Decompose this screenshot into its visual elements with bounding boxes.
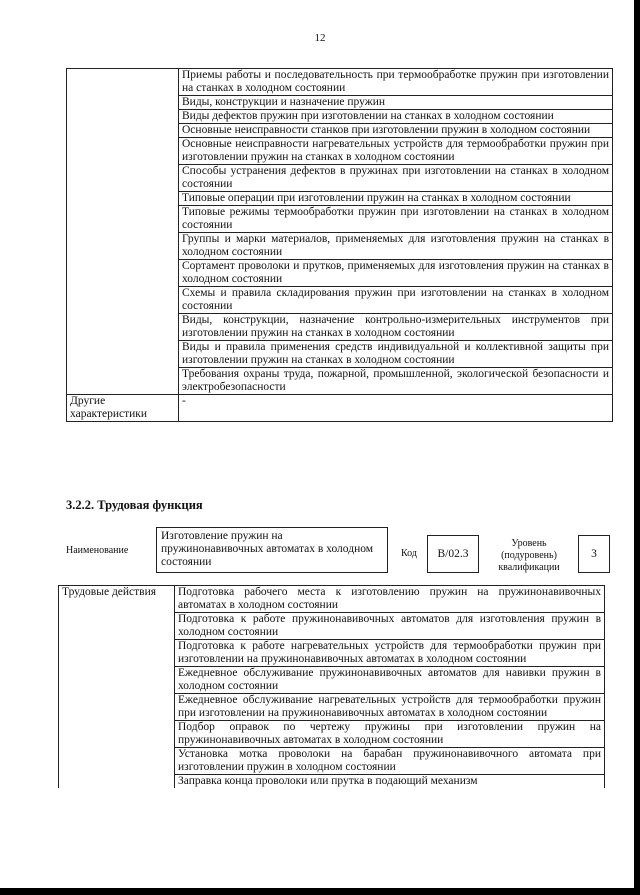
page-edge-bottom — [0, 888, 640, 895]
level-label: Уровень (подуровень) квалификации — [498, 538, 560, 573]
code-box: B/02.3 — [427, 535, 479, 573]
knowledge-item: Виды и правила применения средств индивидуальной и коллективной защиты при изготовлении пружин на станках в холодном состоянии — [179, 341, 613, 368]
knowledge-item: Виды дефектов пружин при изготовлении на станках в холодном состоянии — [179, 110, 613, 124]
knowledge-item: Схемы и правила складирования пружин при изготовлении на станках в холодном состоянии — [179, 287, 613, 314]
knowledge-item: Сортамент проволоки и прутков, применяемых для изготовления пружин на станках в холодном состоянии — [179, 260, 613, 287]
code-label: Код — [401, 548, 417, 559]
page-number: 12 — [314, 32, 326, 44]
labor-action-item: Подготовка рабочего места к изготовлению пружин на пружинонавивочных автоматах в холодном состоянии — [175, 586, 605, 613]
knowledge-label-cell — [67, 69, 179, 395]
table-row — [59, 586, 605, 613]
level-box: 3 — [578, 535, 610, 573]
labor-action-item: Подготовка к работе нагревательных устройств для термообработки пружин при изготовлении на пружинонавивочных автоматах в холодном состоянии — [175, 640, 605, 667]
labor-action-item: Подготовка к работе пружинонавивочных автоматов для изготовления пружин в холодном состоянии — [175, 613, 605, 640]
function-name-box: Изготовление пружин на пружинонавивочных автоматах в холодном состоянии — [156, 527, 388, 573]
knowledge-item: Основные неисправности нагревательных устройств для термообработки пружин при изготовлении пружин на станках в холодном состоянии — [179, 138, 613, 165]
name-label: Наименование — [66, 545, 129, 556]
labor-action-item: Подбор оправок по чертежу пружины при изготовлении пружин на пружинонавивочных автоматах в холодном состоянии — [175, 721, 605, 748]
knowledge-table — [66, 68, 613, 422]
knowledge-item: Группы и марки материалов, применяемых для изготовления пружин на станках в холодном состоянии — [179, 233, 613, 260]
table-row — [67, 69, 613, 96]
other-characteristics-value: - — [179, 395, 613, 422]
knowledge-item: Основные неисправности станков при изготовлении пружин в холодном состоянии — [179, 124, 613, 138]
labor-action-item: Заправка конца проволоки или прутка в подающий механизм — [175, 775, 605, 789]
table-row — [67, 395, 613, 422]
knowledge-item: Виды, конструкции, назначение контрольно-измерительных инструментов при изготовлении пружин на станках в холодном состоянии — [179, 314, 613, 341]
knowledge-item: Типовые операции при изготовлении пружин на станках в холодном состоянии — [179, 192, 613, 206]
page-edge-right — [634, 0, 640, 895]
labor-actions-table — [58, 585, 605, 788]
labor-action-item: Ежедневное обслуживание пружинонавивочных автоматов для навивки пружин в холодном состоянии — [175, 667, 605, 694]
section-title: 3.2.2. Трудовая функция — [66, 498, 203, 512]
knowledge-item: Способы устранения дефектов в пружинах при изготовлении на станках в холодном состоянии — [179, 165, 613, 192]
other-characteristics-label: Другие характеристики — [67, 395, 179, 422]
labor-action-item: Ежедневное обслуживание нагревательных устройств для термообработки пружин при изготовлении на пружинонавивочных автоматах в холодном состоянии — [175, 694, 605, 721]
labor-actions-label: Трудовые действия — [59, 586, 175, 789]
knowledge-item: Типовые режимы термообработки пружин при изготовлении на станках в холодном состоянии — [179, 206, 613, 233]
labor-action-item: Установка мотка проволоки на барабан пружинонавивочного автомата при изготовлении пружин в холодном состоянии — [175, 748, 605, 775]
knowledge-item: Требования охраны труда, пожарной, промышленной, экологической безопасности и электробезопасности — [179, 368, 613, 395]
knowledge-item: Приемы работы и последовательность при термообработке пружин при изготовлении на станках в холодном состоянии — [179, 69, 613, 96]
knowledge-item: Виды, конструкции и назначение пружин — [179, 96, 613, 110]
